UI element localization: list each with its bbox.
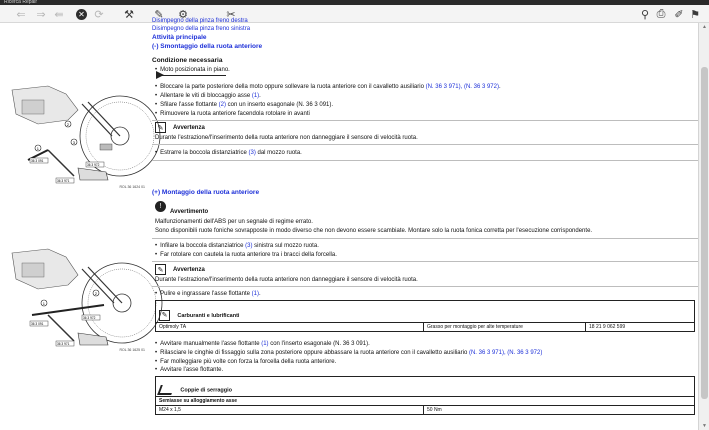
torque-thread: M24 x 1,5: [156, 406, 424, 415]
arrow-line: [156, 75, 226, 76]
torque-table: [155, 376, 695, 415]
wrench-icon[interactable]: ⚒: [124, 7, 134, 21]
step-item: • Avvitare l'asse flottante.: [155, 367, 223, 373]
back-arrow-icon[interactable]: ⇐: [16, 7, 26, 21]
image-caption: ROL 36 1625 01: [119, 348, 145, 352]
divider: [152, 286, 698, 287]
step-item: • Avvitare manualmente l'asse flottante (1) con l'inserto esagonale (N. 36 3 091).: [155, 341, 370, 347]
callout-label: 2: [94, 290, 97, 296]
torque-icon: [157, 385, 175, 395]
condition-item: • Moto posizionata in piano.: [155, 67, 230, 73]
lubricant-name: Optimoly TA: [156, 323, 424, 332]
link-disimpegno-destra[interactable]: Disimpegno della pinza freno destra: [152, 18, 248, 24]
tool-icon[interactable]: ✎: [154, 7, 164, 21]
torque-value: 50 Nm: [424, 406, 695, 415]
step-item: • Estrarre la boccola distanziatrice (3) dal mozzo ruota.: [155, 150, 302, 156]
note-title: Avvertenza: [173, 267, 205, 273]
illustration-column: [0, 23, 151, 430]
note-icon: ✎: [155, 264, 166, 275]
stop-icon[interactable]: ✕: [76, 9, 87, 20]
callout-label: 2: [66, 121, 69, 127]
spanner-icon[interactable]: ⚙: [178, 7, 188, 21]
note-text: Durante l'estrazione/l'inserimento della ruota anteriore non danneggiare il sensore di velocità ruota.: [155, 135, 418, 141]
warning-title: Avvertimento: [170, 209, 209, 215]
step-item: • Pulire e ingrassare l'asse flottante (1).: [155, 291, 261, 297]
step-item: • Far molleggiare più volte con forza la forcella della ruota anteriore.: [155, 359, 336, 365]
pen-icon[interactable]: ✐: [674, 7, 684, 21]
torque-title: Coppie di serraggio: [180, 387, 233, 394]
link-disimpegno-sinistra[interactable]: Disimpegno della pinza freno sinistra: [152, 26, 251, 32]
callout-label: 1: [42, 300, 45, 306]
section-installation-title[interactable]: (+) Montaggio della ruota anteriore: [152, 189, 260, 196]
window-title: Ricerca Repair: [4, 0, 38, 5]
cross-tools-icon[interactable]: ✂: [226, 7, 236, 21]
step-item: • Infilare la boccola distanziatrice (3) sinistra sul mozzo ruota.: [155, 243, 319, 249]
tool-label: 36 3 972: [83, 315, 96, 320]
lubricant-icon: ✎: [159, 310, 170, 321]
motorcycle-front-wheel-drawing: [8, 80, 148, 190]
document-content: [152, 18, 698, 430]
scroll-up-icon[interactable]: ▲: [702, 24, 707, 30]
scrollbar-thumb[interactable]: [701, 67, 708, 399]
tool-label: 36 3 971: [57, 178, 70, 183]
divider: [152, 144, 698, 145]
lubricants-title: Carburanti e lubrificanti: [177, 312, 240, 319]
back-history-icon[interactable]: ⇚: [54, 7, 64, 21]
note-text: Durante l'estrazione/l'inserimento della ruota anteriore non danneggiare il sensore di velocità ruota.: [155, 277, 418, 283]
vertical-scrollbar[interactable]: [698, 23, 709, 430]
callout-label: 3: [72, 139, 75, 145]
callout-label: 1: [36, 145, 39, 151]
image-caption: ROL 36 1624 01: [119, 185, 145, 189]
step-item: • Allentare le viti di bloccaggio asse (1).: [155, 93, 261, 99]
divider: [152, 238, 698, 239]
lubricants-table: [155, 300, 695, 332]
table-row: [156, 323, 695, 332]
warning-text: Malfunzionamenti dell'ABS per un segnale di regime errato.: [155, 219, 313, 225]
step-item: • Rimuovere la ruota anteriore facendola rotolare in avanti: [155, 111, 310, 117]
lubricant-code: 18 21 9 062 599: [586, 323, 695, 332]
note-title: Avvertenza: [173, 125, 205, 131]
section-removal-title[interactable]: (-) Smontaggio della ruota anteriore: [152, 43, 263, 50]
illustration-removal: [8, 80, 148, 190]
divider: [152, 261, 698, 262]
arrow-icon: [156, 71, 164, 79]
pin-icon[interactable]: ⚑: [690, 7, 700, 21]
step-item: • Rilasciare le cinghie di fissaggio sulla zona posteriore oppure abbassare la ruota anteriore con il cavalletto ausiliario (N. 36 3 971), (N. 36 3 972): [155, 350, 542, 356]
lubricant-desc: Grasso per montaggio per alte temperature: [424, 323, 586, 332]
tool-label: 36 3 972: [87, 162, 100, 167]
print-icon[interactable]: ⎙: [656, 7, 666, 20]
warning-icon: !: [155, 201, 166, 212]
toolbar: [0, 5, 709, 23]
warning-text: Sono disponibili ruote foniche sovrapposte in modo diverso che non devono essere scambiate. Montare solo la ruota fonica corretta per l'esecuzione corrispondente.: [155, 228, 593, 234]
table-row: [156, 406, 695, 415]
search-icon[interactable]: ⚲: [640, 7, 650, 21]
note-icon: ✎: [155, 122, 166, 133]
tool-label: 36 3 091: [31, 321, 44, 326]
condition-title: Condizione necessaria: [152, 57, 223, 64]
illustration-installation: [8, 245, 148, 353]
tool-label: 36 3 091: [31, 158, 44, 163]
torque-subtitle: Semiasse su alloggiamento asse: [156, 397, 695, 406]
refresh-icon[interactable]: ⟳: [94, 7, 104, 21]
motorcycle-front-wheel-drawing: [8, 245, 148, 353]
main-activity-title: Attività principale: [152, 34, 207, 41]
divider: [152, 160, 698, 161]
step-item: • Bloccare la parte posteriore della moto oppure sollevare la ruota anteriore con il cavalletto ausiliario (N. 36 3 971), (N. 36 3 972).: [155, 84, 501, 90]
step-item: • Far rotolare con cautela la ruota anteriore tra i bracci della forcella.: [155, 252, 337, 258]
divider: [152, 120, 698, 121]
step-item: • Sfilare l'asse flottante (2) con un inserto esagonale (N. 36 3 091).: [155, 102, 333, 108]
forward-arrow-icon[interactable]: ⇒: [36, 7, 46, 21]
tool-label: 36 3 971: [57, 341, 70, 346]
scroll-down-icon[interactable]: ▼: [702, 423, 707, 429]
